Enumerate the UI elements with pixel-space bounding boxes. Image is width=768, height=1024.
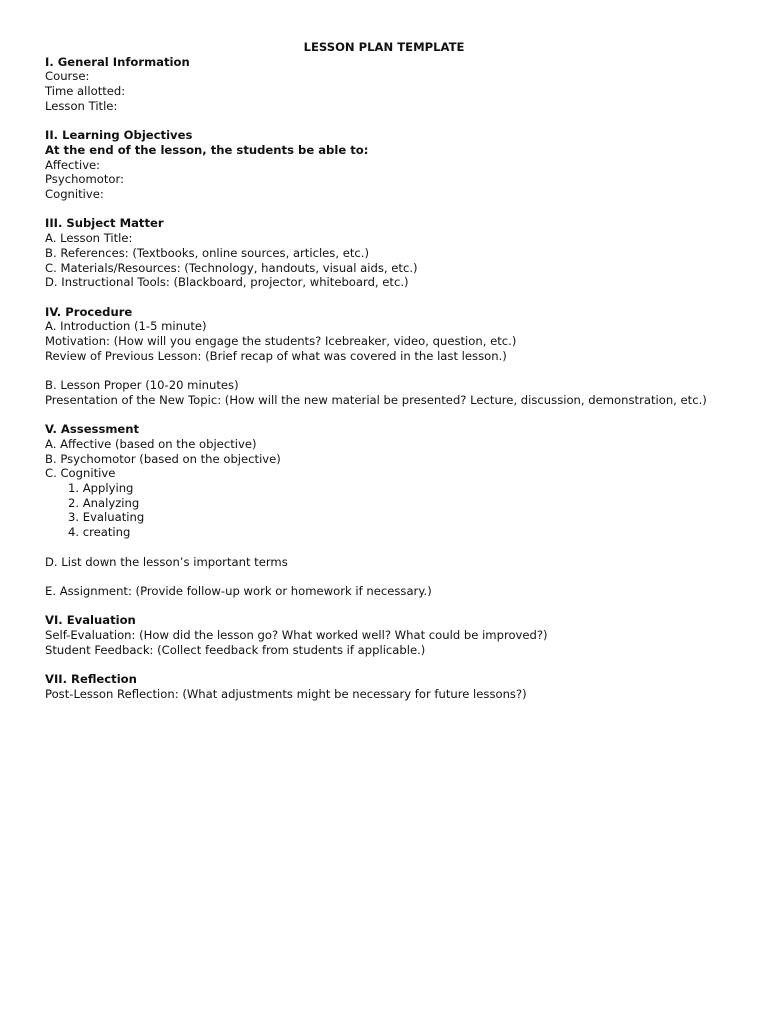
section-learning-objectives xyxy=(45,128,725,202)
spacer xyxy=(45,363,725,378)
procedure-review: Review of Previous Lesson: (Brief recap of what was covered in the last lesson.) xyxy=(45,348,507,363)
assessment-assignment: E. Assignment: (Provide follow-up work or homework if necessary.) xyxy=(45,583,432,598)
assessment-important-terms: D. List down the lesson’s important terms xyxy=(45,554,288,569)
section-evaluation xyxy=(45,613,725,657)
subject-references: B. References: (Textbooks, online sources, articles, etc.) xyxy=(45,245,369,260)
section-heading: III. Subject Matter xyxy=(45,216,164,231)
section-heading: VI. Evaluation xyxy=(45,613,136,628)
lesson-title-line: Lesson Title: xyxy=(45,98,118,113)
procedure-introduction: A. Introduction (1-5 minute) xyxy=(45,319,207,334)
assessment-psychomotor: B. Psychomotor (based on the objective) xyxy=(45,451,281,466)
spacer xyxy=(45,569,725,584)
subject-instructional-tools: D. Instructional Tools: (Blackboard, projector, whiteboard, etc.) xyxy=(45,275,409,290)
list-item: 1. Applying xyxy=(68,481,134,495)
section-procedure xyxy=(45,305,725,408)
list-item: 3. Evaluating xyxy=(68,510,145,525)
list-item: 2. Analyzing xyxy=(68,495,140,510)
subject-lesson-title: A. Lesson Title: xyxy=(45,231,133,246)
section-heading: I. General Information xyxy=(45,54,190,69)
procedure-lesson-proper: B. Lesson Proper (10-20 minutes) xyxy=(45,378,239,393)
spacer xyxy=(45,540,725,555)
section-heading: IV. Procedure xyxy=(45,304,133,319)
evaluation-self: Self-Evaluation: (How did the lesson go? What worked well? What could be improved?) xyxy=(45,627,548,642)
list-item: 4. creating xyxy=(68,525,131,540)
assessment-affective: A. Affective (based on the objective) xyxy=(45,436,257,451)
course-line: Course: xyxy=(45,69,90,84)
objectives-subheading: At the end of the lesson, the students be able to: xyxy=(45,142,369,157)
section-reflection xyxy=(45,672,725,701)
section-general-information xyxy=(45,55,725,114)
section-subject-matter xyxy=(45,216,725,290)
subject-materials: C. Materials/Resources: (Technology, handouts, visual aids, etc.) xyxy=(45,260,418,275)
cognitive-line: Cognitive: xyxy=(45,187,104,201)
evaluation-student-feedback: Student Feedback: (Collect feedback from students if applicable.) xyxy=(45,642,426,657)
time-allotted-line: Time allotted: xyxy=(45,84,126,99)
psychomotor-line: Psychomotor: xyxy=(45,172,124,187)
document-page xyxy=(45,40,725,701)
reflection-post-lesson: Post-Lesson Reflection: (What adjustments might be necessary for future lessons?) xyxy=(45,686,527,701)
procedure-presentation: Presentation of the New Topic: (How will the new material be presented? Lecture, discussion, demonstration, etc.) xyxy=(45,392,707,407)
procedure-motivation: Motivation: (How will you engage the students? Icebreaker, video, question, etc.) xyxy=(45,334,517,348)
section-heading: V. Assessment xyxy=(45,422,140,437)
affective-line: Affective: xyxy=(45,157,101,172)
assessment-cognitive: C. Cognitive xyxy=(45,466,116,481)
document-title: LESSON PLAN TEMPLATE xyxy=(303,40,465,54)
section-heading: II. Learning Objectives xyxy=(45,128,193,143)
section-heading: VII. Reflection xyxy=(45,672,137,687)
section-assessment xyxy=(45,422,725,598)
